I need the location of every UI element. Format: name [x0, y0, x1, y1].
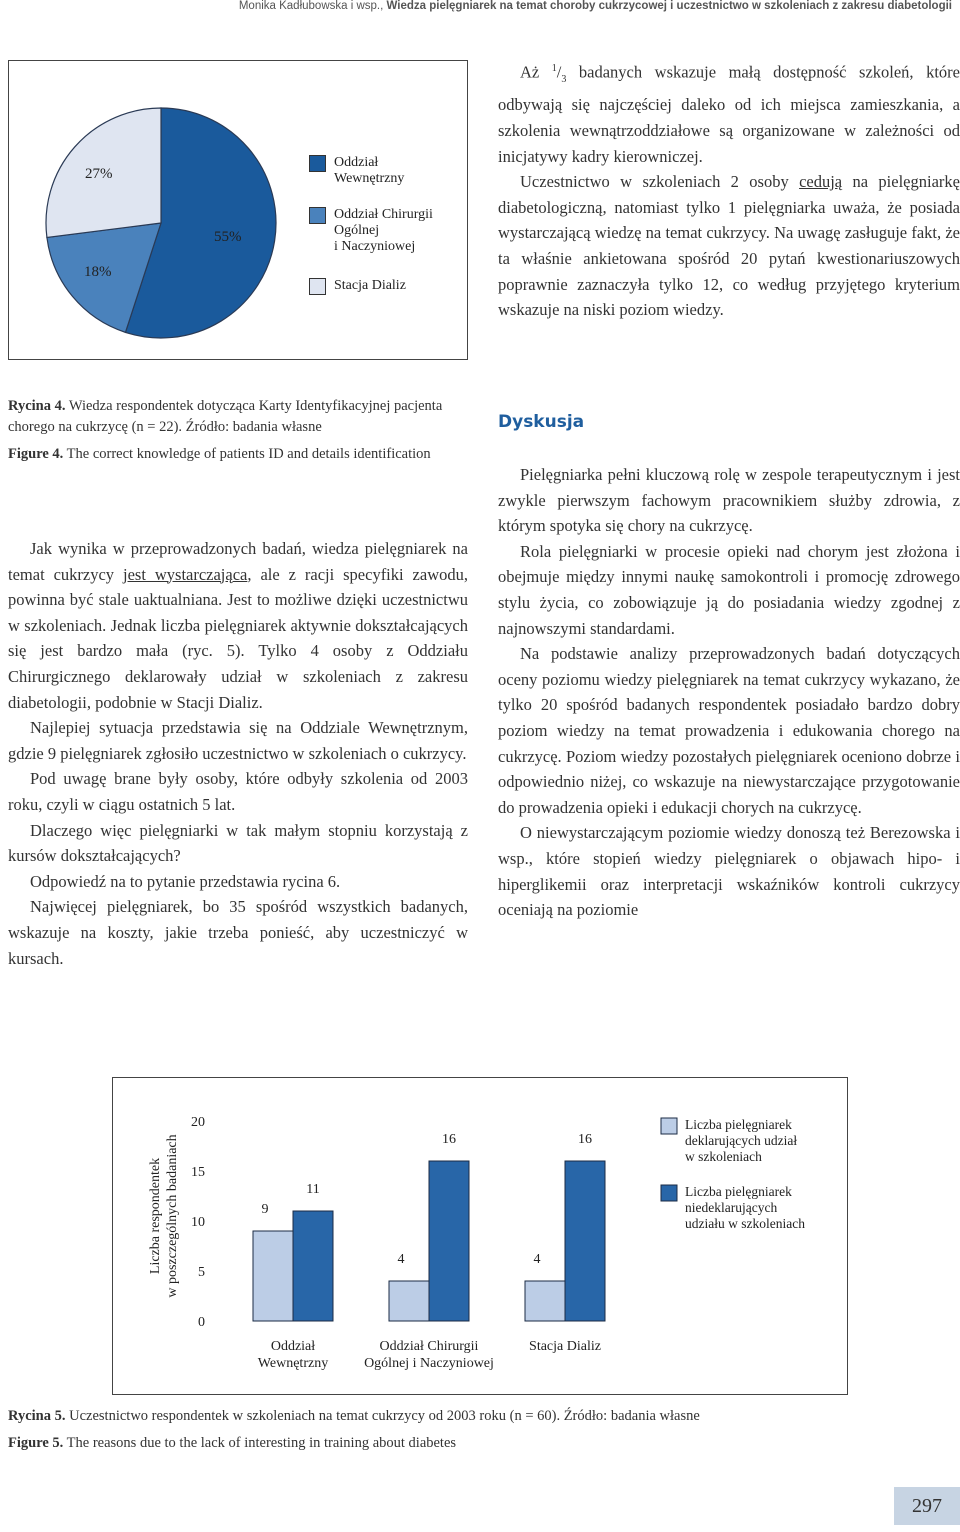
header-title: Wiedza pielęgniarek na temat choroby cukrzycowej i uczestnictwo w szkoleniach z zakresu diabetologii — [386, 0, 952, 12]
paragraph — [8, 536, 468, 715]
underlined-text: cedują — [799, 172, 843, 192]
bar-value-label: 4 — [397, 1252, 405, 1267]
left-column — [8, 536, 468, 971]
caption-text: The correct knowledge of patients ID and details identification — [63, 446, 431, 462]
pie-label-18: 18% — [84, 264, 112, 280]
legend-label: Stacja Dializ — [334, 278, 406, 293]
legend-swatch — [309, 207, 326, 224]
paragraph: Najwięcej pielęgniarek, bo 35 spośród wszystkich badanych, wskazuje na koszty, jakie trzeba ponieść, aby uczestniczyć w kursach. — [8, 897, 468, 968]
paragraph: Pod uwagę brane były osoby, które odbyły szkolenia od 2003 roku, czyli w ciągu ostatnich 5 lat. — [8, 769, 468, 814]
pie-legend-item-chirurgii — [309, 207, 433, 255]
y-axis-label: Liczba respondentek w poszczególnych badaniach — [148, 1134, 180, 1298]
legend-swatch — [661, 1185, 677, 1201]
legend-swatch — [309, 155, 326, 172]
y-tick-label: 15 — [191, 1165, 205, 1180]
bar-not-declaring — [565, 1161, 605, 1321]
legend-swatch — [309, 278, 326, 295]
caption-text: Wiedza respondentek dotycząca Karty Identyfikacyjnej pacjenta chorego na cukrzycę (n = 22). Źródło: badania własne — [8, 398, 443, 435]
pie-label-27: 27% — [85, 166, 113, 182]
paragraph: Rola pielęgniarki w procesie opieki nad chorym jest złożona i obejmuje między innymi naukę samokontroli i promocję zdrowego stylu życia, co zobowiązuje ją do posiadania wiedzy zgodnej z najnowszymi standardami. — [498, 541, 960, 638]
bar-value-label: 11 — [306, 1182, 320, 1197]
text: Jak wynika w przeprowadzonych badań, wiedza pielęgniarek na temat cukrzycy — [8, 539, 468, 584]
y-tick-label: 0 — [198, 1315, 205, 1330]
x-category-label: Oddział Wewnętrzny — [257, 1339, 329, 1371]
paragraph: O niewystarczającym poziomie wiedzy donoszą też Berezowska i wsp., które stopień wiedzy pielęgniarek o objawach hipo- i hiperglikemii oraz interpretacji wskaźników kontroli cukrzycy oceniają na poziomie — [498, 823, 960, 920]
figure-5-caption-en — [8, 1435, 456, 1452]
caption-label: Figure 5. — [8, 1435, 64, 1451]
figure-4-caption-pl — [8, 396, 470, 437]
bar-declaring — [525, 1281, 565, 1321]
fraction-slash: / — [556, 62, 562, 82]
legend-label: Liczba pielęgniarek deklarujących udział w szkoleniach — [685, 1117, 798, 1164]
bar-declaring — [389, 1281, 429, 1321]
text: Uczestnictwo w szkoleniach 2 osoby — [520, 172, 800, 192]
text: na pielęgniarkę diabetologiczną, natomiast tylko 1 pielęgniarka uważa, że posiada wystarczającą wiedzę na temat cukrzycy. Na uwagę zasługuje fakt, że ta właśnie ankietowana spośród 20 pytań kwestionariuszowych poprawnie zaznaczyła tylko 12, co według przyjętego kryterium wskazuje na niski poziom wiedzy. — [498, 172, 960, 320]
caption-label: Rycina 4. — [8, 398, 66, 414]
legend-label: Oddział Chirurgii Ogólnej i Naczyniowej — [334, 207, 433, 254]
section-title-dyskusja: Dyskusja — [498, 412, 585, 432]
bar-declaring — [253, 1231, 293, 1321]
x-category-label: Oddział Chirurgii Ogólnej i Naczyniowej — [364, 1339, 494, 1371]
paragraph — [498, 169, 960, 323]
paragraph: Na podstawie analizy przeprowadzonych badań dotyczących oceny poziomu wiedzy pielęgniarek na temat cukrzycy wykazano, że tylko 20 spośród badanych respondentek posiadało bardzo dobry poziom wiedzy na temat prowadzenia i edukowania chorego na cukrzycę. Poziom wiedzy pozostałych pielęgniarek oceniono dobrze i odpowiednio niżej, co wskazuje na niewystarczające przygotowanie do prowadzenia opieki i edukacji chorych na cukrzycę. — [498, 644, 960, 817]
fraction-numerator: 1 — [551, 63, 557, 74]
right-column-bottom — [498, 462, 960, 923]
caption-text: Uczestnictwo respondentek w szkoleniach na temat cukrzycy od 2003 roku (n = 60). Źródło: badania własne — [65, 1408, 700, 1424]
figure-4-caption-en — [8, 444, 470, 465]
underlined-text: jest wystarczająca — [123, 564, 248, 584]
paragraph — [498, 56, 960, 169]
paragraph: Pielęgniarka pełni kluczową rolę w zespole terapeutycznym i jest zwykle pierwszym fachowym pracownikiem służby zdrowia, z którym spotyka się chory na cukrzycę. — [498, 465, 960, 536]
pie-legend-item-wewnetrzny — [309, 155, 404, 187]
figure-5-bar-chart — [112, 1077, 848, 1395]
text: Aż — [520, 62, 552, 82]
bar-value-label: 16 — [442, 1132, 456, 1147]
x-category-label: Stacja Dializ — [529, 1339, 601, 1354]
bar-value-label: 16 — [578, 1132, 592, 1147]
text: , ale z racji specyfiki zawodu, powinna być stale uaktualniana. Jest to możliwe dzięki uczestnictwu w szkoleniach. Jednak liczba pielęgniarek aktywnie dokształcających się jest bardzo mała (ryc. 5). Tylko 4 osoby z Oddziału Chirurgicznego deklarowały udział w szkoleniach z zakresu diabetologii, podobnie w Stacji Dializ. — [8, 564, 468, 712]
fraction-denominator: 3 — [561, 73, 567, 85]
legend-swatch — [661, 1118, 677, 1134]
pie-label-55: 55% — [214, 229, 242, 245]
bar-chart-svg — [113, 1078, 849, 1396]
paragraph: Najlepiej sytuacja przedstawia się na Oddziale Wewnętrznym, gdzie 9 pielęgniarek zgłosiło uczestnictwo w szkoleniach o cukrzycy. — [8, 718, 468, 763]
text: badanych wskazuje małą dostępność szkoleń, które odbywają się najczęściej daleko od ich miejsca zamieszkania, a szkolenia wewnątrzoddziałowe są organizowane w zależności od inicjatywy kadry kierowniczej. — [498, 62, 960, 166]
caption-text: The reasons due to the lack of interesting in training about diabetes — [63, 1435, 457, 1451]
bar-not-declaring — [429, 1161, 469, 1321]
header-authors: Monika Kadłubowska i wsp., — [238, 0, 384, 12]
bar-value-label: 4 — [533, 1252, 541, 1267]
pie-legend-item-dializ — [309, 278, 406, 295]
caption-label: Figure 4. — [8, 446, 64, 462]
right-column-top — [498, 56, 960, 323]
figure-5-caption-pl — [8, 1408, 700, 1425]
paragraph: Odpowiedź na to pytanie przedstawia rycina 6. — [30, 871, 341, 891]
y-tick-label: 20 — [191, 1115, 205, 1130]
bar-not-declaring — [293, 1211, 333, 1321]
paragraph: Dlaczego więc pielęgniarki w tak małym stopniu korzystają z kursów dokształcających? — [8, 820, 468, 866]
bar-value-label: 9 — [261, 1202, 269, 1217]
caption-label: Rycina 5. — [8, 1408, 66, 1424]
y-tick-label: 10 — [191, 1215, 205, 1230]
legend-label: Oddział Wewnętrzny — [334, 155, 405, 186]
legend-label: Liczba pielęgniarek niedeklarujących udziału w szkoleniach — [685, 1184, 805, 1231]
figure-4-pie-chart — [8, 60, 468, 360]
y-tick-label: 5 — [198, 1265, 205, 1280]
running-header — [239, 0, 952, 12]
page-number: 297 — [894, 1487, 960, 1525]
